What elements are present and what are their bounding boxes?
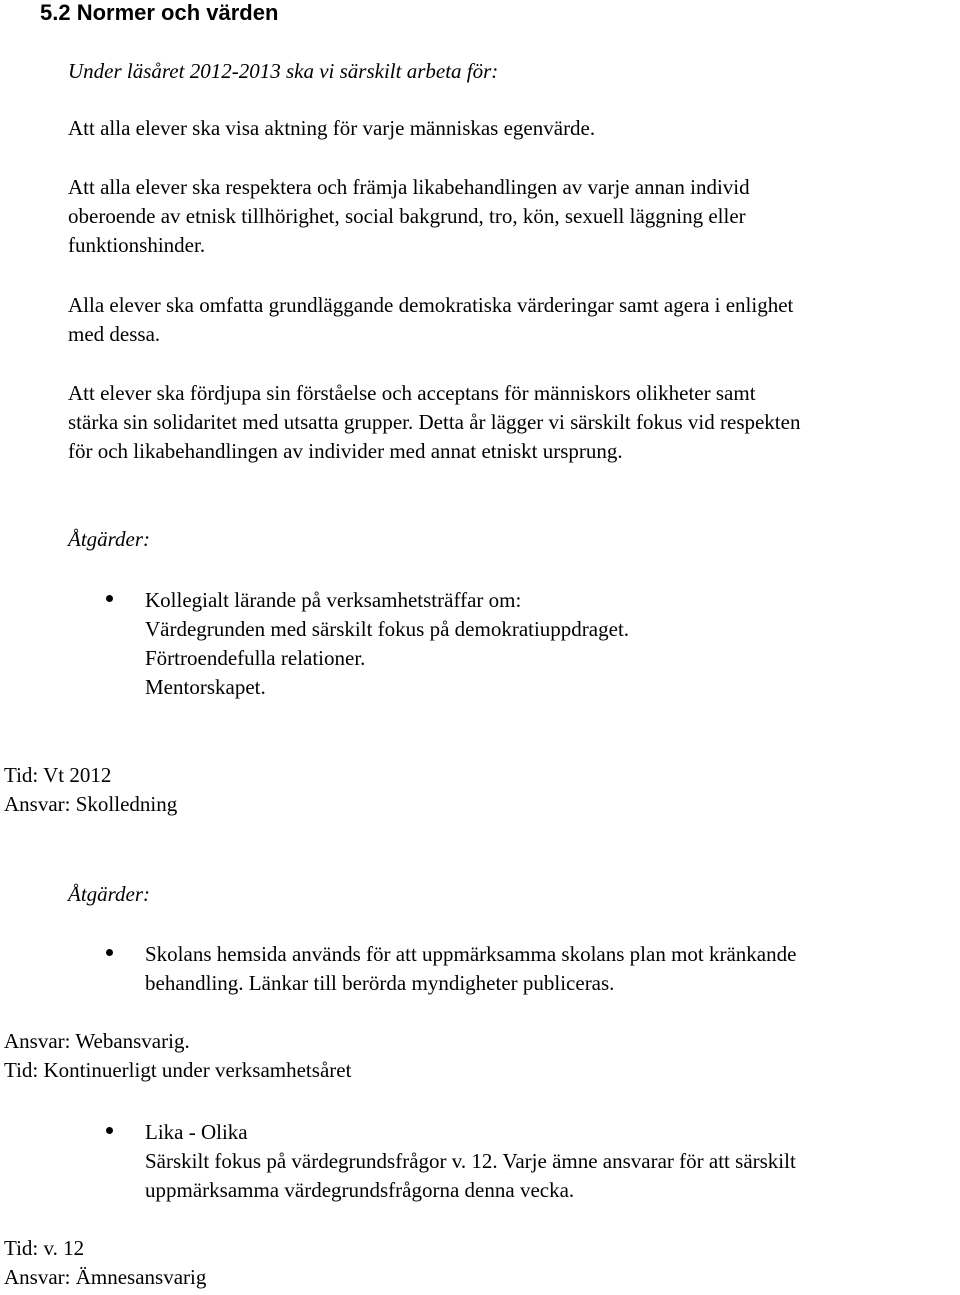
time-label: Tid: Kontinuerligt under verksamhetsåret — [4, 1058, 352, 1082]
goal-line: oberoende av etnisk tillhörighet, social bakgrund, tro, kön, sexuell läggning eller — [68, 204, 746, 228]
action-line: Kollegialt lärande på verksamhetsträffar om: — [145, 588, 522, 612]
bullet-icon — [106, 949, 113, 956]
action-line: Förtroendefulla relationer. — [145, 646, 366, 670]
actions-label: Åtgärder: — [68, 527, 151, 551]
responsible-label: Ansvar: Webansvarig. — [4, 1029, 190, 1053]
goal-line: Att elever ska fördjupa sin förståelse och acceptans för människors olikheter samt — [68, 381, 756, 405]
goal-line: med dessa. — [68, 322, 161, 346]
responsible-label: Ansvar: Ämnesansvarig — [4, 1265, 207, 1289]
actions-label: Åtgärder: — [68, 882, 151, 906]
action-line: Lika - Olika — [145, 1120, 248, 1144]
section-intro: Under läsåret 2012-2013 ska vi särskilt arbeta för: — [68, 59, 499, 83]
action-line: Värdegrunden med särskilt fokus på demokratiuppdraget. — [145, 617, 630, 641]
goal-line: Att alla elever ska visa aktning för varje människas egenvärde. — [68, 116, 596, 140]
time-label: Tid: Vt 2012 — [4, 763, 112, 787]
goal-line: för och likabehandlingen av individer med annat etniskt ursprung. — [68, 439, 623, 463]
responsible-label: Ansvar: Skolledning — [4, 792, 178, 816]
goal-line: stärka sin solidaritet med utsatta grupper. Detta år lägger vi särskilt fokus vid respekten — [68, 410, 801, 434]
action-line: uppmärksamma värdegrundsfrågorna denna vecka. — [145, 1178, 575, 1202]
goal-line: Alla elever ska omfatta grundläggande demokratiska värderingar samt agera i enlighet — [68, 293, 794, 317]
action-line: Särskilt fokus på värdegrundsfrågor v. 12. Varje ämne ansvarar för att särskilt — [145, 1149, 796, 1173]
action-line: Mentorskapet. — [145, 675, 266, 699]
action-line: behandling. Länkar till berörda myndigheter publiceras. — [145, 971, 615, 995]
section-heading: 5.2 Normer och värden — [40, 0, 279, 25]
time-label: Tid: v. 12 — [4, 1236, 85, 1260]
goal-line: funktionshinder. — [68, 233, 206, 257]
goal-line: Att alla elever ska respektera och främja likabehandlingen av varje annan individ — [68, 175, 750, 199]
action-line: Skolans hemsida används för att uppmärksamma skolans plan mot kränkande — [145, 942, 797, 966]
bullet-icon — [106, 595, 113, 602]
bullet-icon — [106, 1127, 113, 1134]
